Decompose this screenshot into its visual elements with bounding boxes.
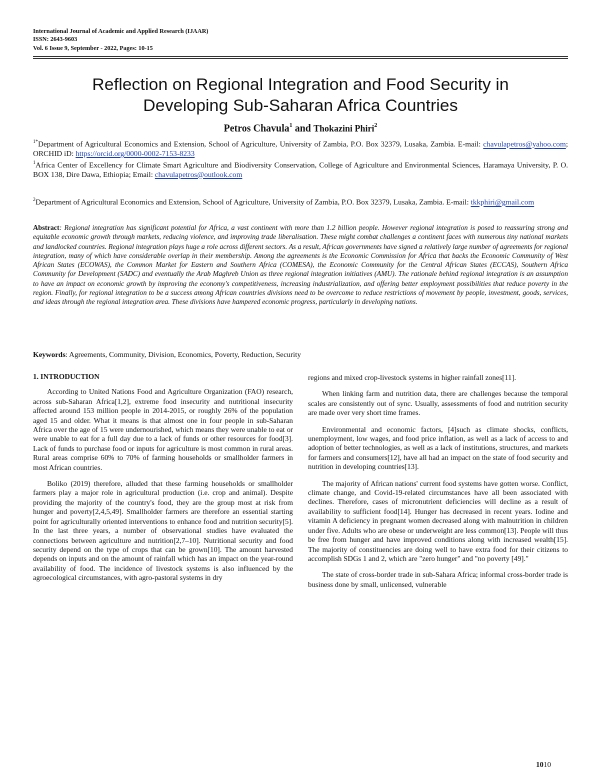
affil-1b-email-link[interactable]: chavulapetros@outlook.com bbox=[154, 169, 243, 179]
keywords-text: : Agreements, Community, Division, Economics, Poverty, Reduction, Security bbox=[65, 350, 301, 359]
abstract bbox=[33, 224, 568, 308]
affil-1-orcid-label: ; ORCHID iD: bbox=[33, 139, 568, 159]
paper-title bbox=[33, 74, 568, 116]
abstract-text: : Regional integration has significant potential for Africa, a vast continent with more than 1.2 billion people. However regional integration is posed to reassuring strong and equitable economic growth through markets, reducing violence, and improving trade liberalisation. These might combat challenges a continent faces with numerous tiny national markets and landlocked countries. Regional integration plays huge a role across different sectors. As a result, African governments have signed a relatively large number of agreements for regional integration, many of which have considerable overlap in their membership. Among the agreements is the Economic Commission for Africa that backs the Economic Community of West African States (ECOWAS), the Common Market for Eastern and Southern Africa (COMESA), the Economic Community for the Central African States (ECCAS), Southern Africa Community for Development (SADC) and eventually the Arab Maghreb Union as three regional integration initiatives (AMU). The rationale behind regional integration is an assumption to have an impact on economic growth by improving the economy's competitiveness, increasing industrialization, and offering better employment possibilities that reduce poverty in the region. Finally, for regional integration to be a success among African countries divisions need to be overcome to reduce restrictions of movement by people, investment, goods, services, and ideas through the regional integration area. These divisions have hampered economic progress, particularly in developing nations. bbox=[33, 224, 568, 307]
author-list bbox=[33, 123, 568, 134]
author-1-sup: 1 bbox=[289, 123, 293, 129]
affiliation-2 bbox=[33, 196, 568, 207]
journal-header bbox=[33, 28, 573, 53]
header-rule-top bbox=[33, 56, 568, 57]
page-number-bold: 10 bbox=[536, 760, 544, 769]
intro-paragraph-2: Boliko (2019) therefore, alluded that these farming households or smallholder farmers play a major role in agricultural production (i.e. crop and animal). Despite providing the majority of the country's food, they are the group most at risk from hunger and poverty[2,4,5,49]. Smallholder farmers are therefore an essential starting point for agriculturally oriented interventions to enhance food and nutrition security[5]. In the last three years, a number of observational studies have evaluated the connections between agriculture and nutrition[2,7–10]. Nutritional security and food security depend on the type of crops that can be grown[10]. The amount harvested depends on inputs and on the amount of rainfall which has an impact on the year-round availability of food. The incidence of livestock systems is also influenced by the agroecological circumstances, with agro-pastoral systems in dry bbox=[33, 479, 293, 583]
page-number-rest: 10 bbox=[543, 760, 551, 769]
right-paragraph-1: When linking farm and nutrition data, there are challenges because the temporal scales are consistently out of sync. Usually, assessments of food and nutrition security are made over very short time frames. bbox=[308, 389, 568, 418]
keywords bbox=[33, 350, 568, 359]
right-paragraph-4: The state of cross-border trade in sub-Sahara Africa; informal cross-border trade is business done by small, unlicensed, vulnerable bbox=[308, 570, 568, 589]
right-paragraph-3: The majority of African nations' current food systems have gotten worse. Conflict, climate change, and Covid-19-related circumstances have all been associated with declines. Therefore, cases of micronutrient deficiencies will decline as a result of availability to sufficient food[14]. Hunger has decreased in recent years. Iodine and vitamin A deficiency in pregnant women decreased along with malnutrition in children under five. Adults who are obese or underweight are less common[13]. People will thus be free from hunger and have improved conditions along with increased wealth[15]. The majority of constituencies are doing well to have extra food for their citizens to accomplish SDGs 1 and 2, which are "zero hunger" and "no poverty [49]." bbox=[308, 478, 568, 563]
affiliation-1 bbox=[33, 138, 568, 179]
header-rule-bottom bbox=[33, 58, 568, 59]
title-line-2: Developing Sub-Saharan Africa Countries bbox=[143, 96, 458, 115]
journal-name: International Journal of Academic and Applied Research (IJAAR) bbox=[33, 28, 209, 35]
author-2-sup: 2 bbox=[374, 123, 378, 129]
affil-1-orcid-link[interactable]: https://orcid.org/0000-0002-7153-8233 bbox=[75, 149, 195, 159]
affil-1-email-link[interactable]: chavulapetros@yahoo.com bbox=[483, 139, 566, 149]
left-column bbox=[33, 372, 293, 590]
affil-2-sup: 2 bbox=[33, 198, 36, 203]
section-heading-introduction: 1. INTRODUCTION bbox=[33, 372, 100, 381]
affil-2-text: Department of Agricultural Economics and Extension, School of Agriculture, University of Zambia, P.O. Box 32379, Lusaka, Zambia. E-mail: bbox=[35, 197, 471, 207]
affil-2-email-link[interactable]: tkkphiri@gmail.com bbox=[470, 197, 535, 207]
abstract-label: Abstract bbox=[33, 224, 60, 232]
author-and: and bbox=[292, 123, 314, 135]
affil-1-text: Department of Agricultural Economics and Extension, School of Agriculture, University of Zambia, P.O. Box 32379, Lusaka, Zambia. E-mail: bbox=[38, 139, 484, 149]
author-2: Thokazini Phiri bbox=[313, 123, 375, 134]
page-number bbox=[536, 760, 551, 769]
affil-1b-sup: 1 bbox=[33, 160, 36, 166]
right-column bbox=[308, 373, 568, 596]
journal-issn: ISSN: 2643-9603 bbox=[33, 36, 78, 44]
title-line-1: Reflection on Regional Integration and Food Security in bbox=[92, 75, 509, 94]
journal-volume: Vol. 6 Issue 9, September - 2022, Pages: 10-15 bbox=[33, 44, 153, 52]
keywords-label: Keywords bbox=[33, 350, 66, 359]
affil-1-sup: 1* bbox=[33, 140, 38, 145]
author-1: Petros Chavula bbox=[223, 123, 290, 135]
affil-1b-text: Africa Center of Excellency for Climate Smart Agriculture and Biodiversity Conservation, College of Agriculture and Environmental Sciences, Haramaya University, P. O. BOX 138, Dire Dawa, Ethiopia; Email: bbox=[33, 160, 568, 179]
right-paragraph-2: Environmental and economic factors, [4]such as climate shocks, conflicts, unemployment, low wages, and food price inflation, as well as a lack of access to and adoption of better technologies, as well as a lack of institutions, structures, and markets for farmers and consumers[12], have all had an impact on the state of food security and nutrition in developing countries[13]. bbox=[308, 424, 568, 472]
right-paragraph-0: regions and mixed crop-livestock systems in higher rainfall zones[11]. bbox=[308, 373, 517, 382]
intro-paragraph-1: According to United Nations Food and Agriculture Organization (FAO) research, across sub-Saharan Africa[1,2], extreme food insecurity and nutritional insecurity affected around 153 million people in 2014-2015, or roughly 26% of the population aged 15 and older. What it means is that almost one in four people in sub-Saharan Africa over the age of 15 were undernourished, which means they were unable to eat or were unable to eat for a full day due to a lack of funds or other resources for food[3]. Lack of funds to purchase food or inputs for agriculture is most common in rural areas. Rural areas comprise 60% to 70% of farming households or smallholder farmers in most African countries. bbox=[33, 387, 293, 472]
